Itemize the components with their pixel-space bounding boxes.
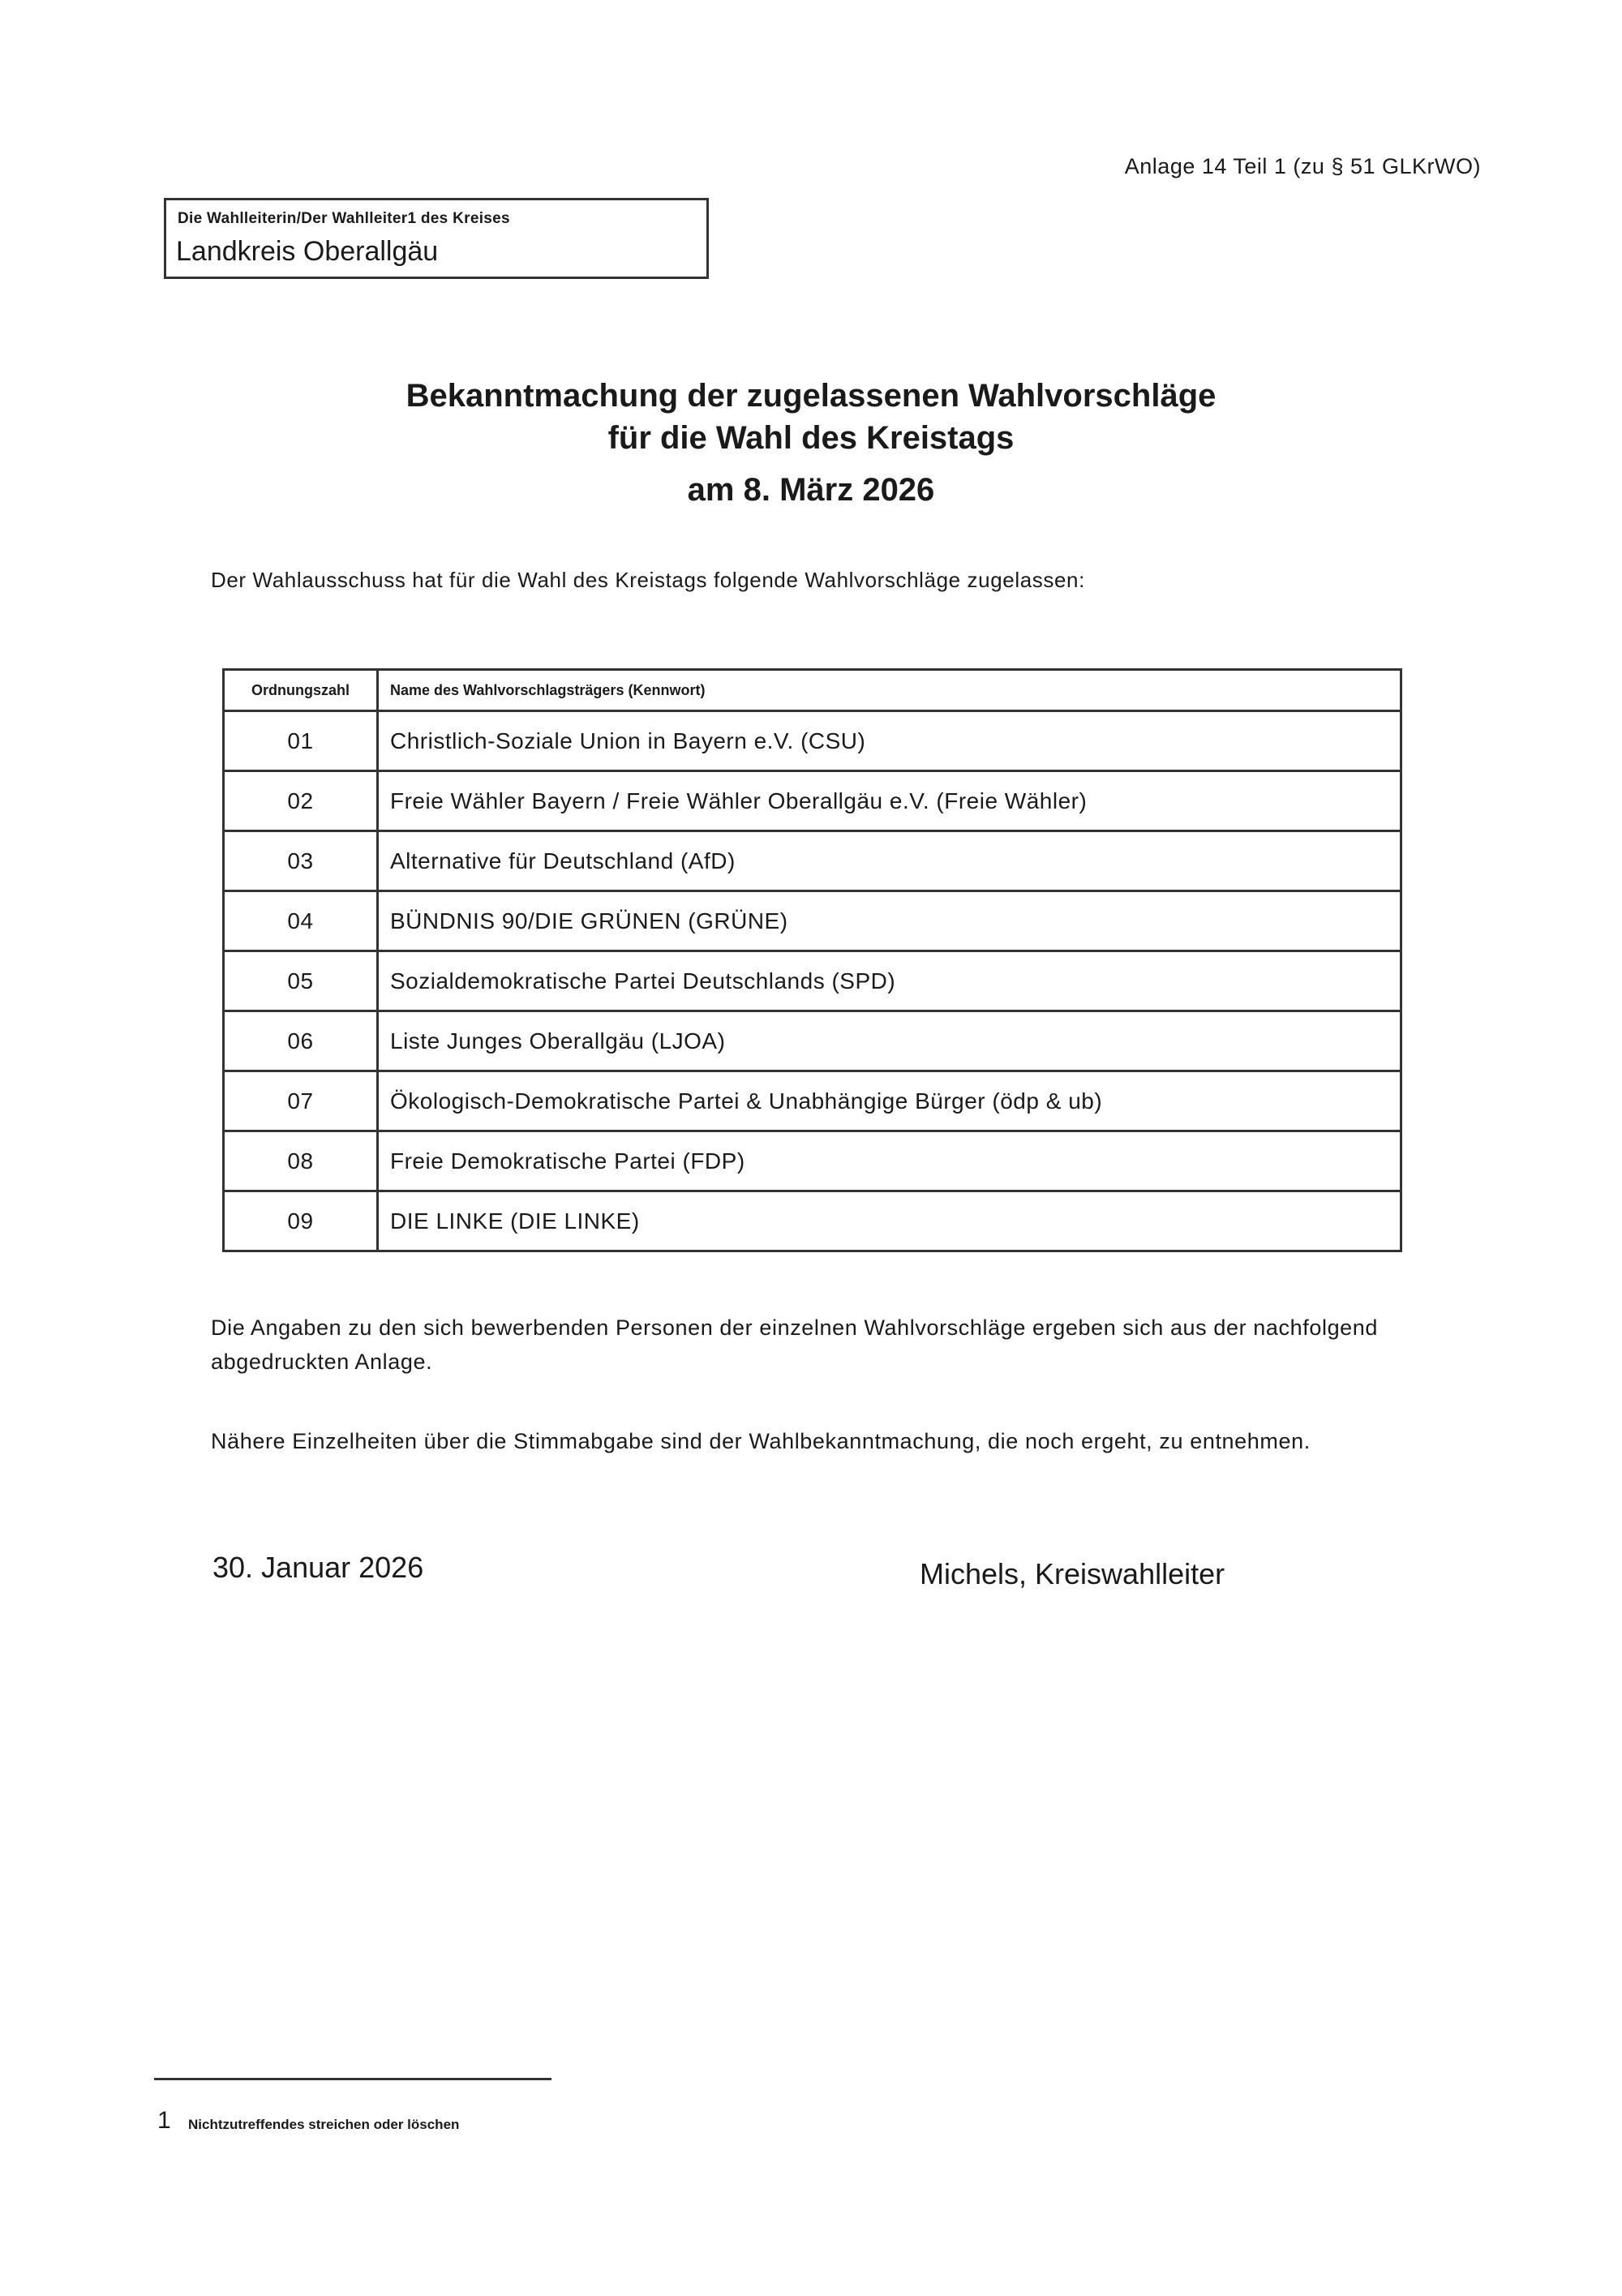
row-number: 05 <box>224 951 378 1011</box>
row-number: 06 <box>224 1011 378 1071</box>
table-row <box>224 1131 1401 1191</box>
document-title-line-3: am 8. März 2026 <box>687 472 935 508</box>
table-row <box>224 1071 1401 1131</box>
signature: Michels, Kreiswahlleiter <box>920 1557 1225 1590</box>
publication-date: 30. Januar 2026 <box>212 1551 424 1584</box>
table-row <box>224 1191 1401 1251</box>
footnote-text: Nichtzutreffendes streichen oder löschen <box>188 2117 460 2132</box>
row-number: 08 <box>224 1131 378 1191</box>
row-number: 03 <box>224 831 378 891</box>
row-name: DIE LINKE (DIE LINKE) <box>378 1191 1401 1251</box>
intro-text: Der Wahlausschuss hat für die Wahl des Kreistags folgende Wahlvorschläge zugelassen: <box>211 568 1085 592</box>
table-header-row <box>224 670 1401 711</box>
header-number: Ordnungszahl <box>224 670 378 711</box>
table-row <box>224 1011 1401 1071</box>
footnote-mark: 1 <box>157 2107 171 2134</box>
authority-box <box>164 198 709 279</box>
nominations-table <box>222 668 1402 1252</box>
row-number: 01 <box>224 711 378 771</box>
row-name: Christlich-Soziale Union in Bayern e.V. (CSU) <box>378 711 1401 771</box>
details-note: Die Angaben zu den sich bewerbenden Personen der einzelnen Wahlvorschläge ergeben sich aus der nachfolgend abgedruckten Anlage. <box>211 1315 1379 1374</box>
authority-name: Landkreis Oberallgäu <box>176 236 439 267</box>
footnote-divider <box>154 2078 551 2080</box>
row-name: Freie Demokratische Partei (FDP) <box>378 1131 1401 1191</box>
table-row <box>224 771 1401 831</box>
header-name: Name des Wahlvorschlagsträgers (Kennwort) <box>378 670 1401 711</box>
authority-caption: Die Wahlleiterin/Der Wahlleiter1 des Kreises <box>178 210 510 227</box>
table-row <box>224 831 1401 891</box>
row-name: Alternative für Deutschland (AfD) <box>378 831 1401 891</box>
row-name: BÜNDNIS 90/DIE GRÜNEN (GRÜNE) <box>378 891 1401 951</box>
document-title-line-2: für die Wahl des Kreistags <box>607 420 1015 456</box>
row-number: 09 <box>224 1191 378 1251</box>
table-row <box>224 951 1401 1011</box>
row-number: 07 <box>224 1071 378 1131</box>
document-title-line-1: Bekanntmachung der zugelassenen Wahlvorschläge <box>406 378 1216 414</box>
row-number: 02 <box>224 771 378 831</box>
row-name: Sozialdemokratische Partei Deutschlands (SPD) <box>378 951 1401 1011</box>
table-row <box>224 891 1401 951</box>
annex-reference: Anlage 14 Teil 1 (zu § 51 GLKrWO) <box>1124 154 1481 178</box>
row-name: Ökologisch-Demokratische Partei & Unabhängige Bürger (ödp & ub) <box>378 1071 1401 1131</box>
voting-note: Nähere Einzelheiten über die Stimmabgabe sind der Wahlbekanntmachung, die noch ergeht, zu entnehmen. <box>211 1429 1311 1453</box>
row-number: 04 <box>224 891 378 951</box>
table-row <box>224 711 1401 771</box>
row-name: Freie Wähler Bayern / Freie Wähler Oberallgäu e.V. (Freie Wähler) <box>378 771 1401 831</box>
row-name: Liste Junges Oberallgäu (LJOA) <box>378 1011 1401 1071</box>
